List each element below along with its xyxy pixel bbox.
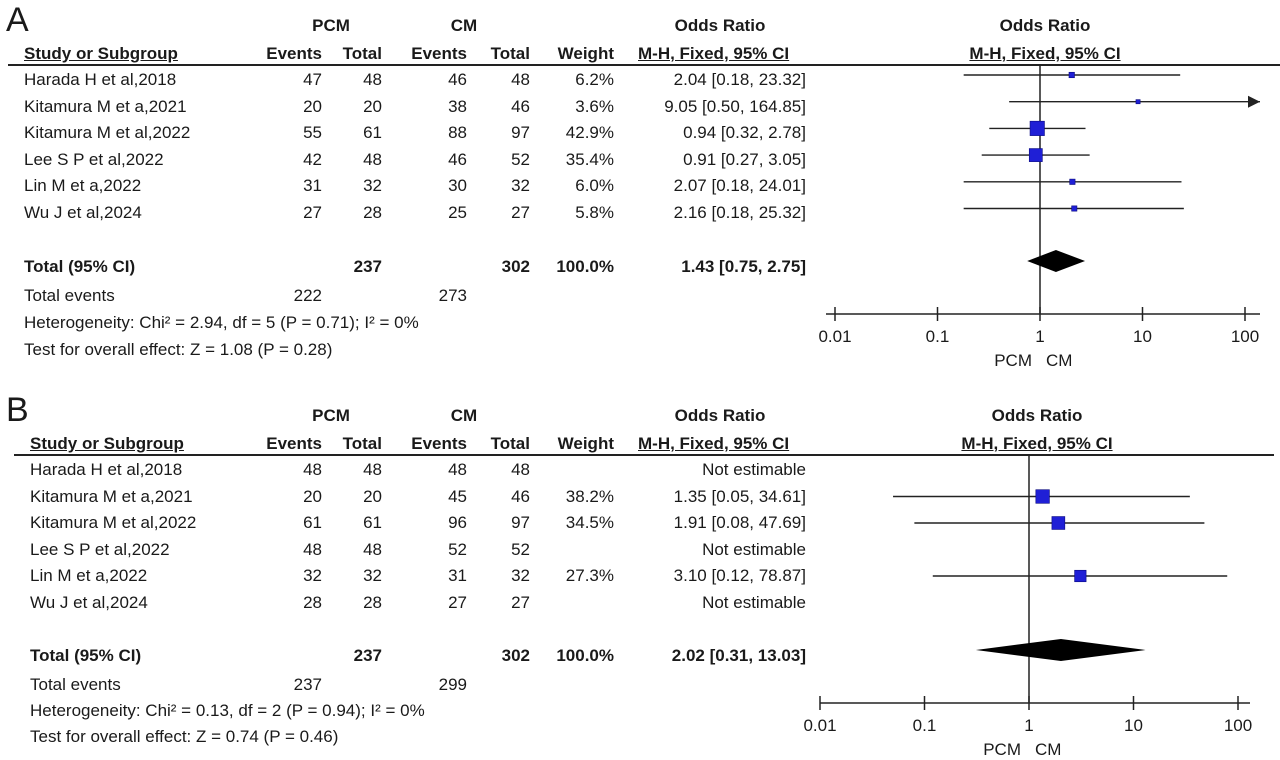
study-name: Kitamura M et a,2021	[30, 486, 193, 506]
study-ci: 1.35 [0.05, 34.61]	[673, 486, 806, 506]
study-marker	[1069, 72, 1074, 77]
table-row	[0, 66, 810, 93]
study-weight: 5.8%	[575, 202, 614, 222]
pcm-events: 27	[303, 202, 322, 222]
total-events-cm: 299	[438, 675, 467, 694]
pcm-events: 28	[303, 592, 322, 612]
panel-label: A	[6, 1, 29, 39]
pcm-total: 20	[363, 96, 382, 116]
x-tick-label: 0.1	[925, 327, 950, 346]
cm-total: 48	[511, 460, 530, 479]
table-row	[0, 119, 810, 146]
col-cm-events: Events	[411, 44, 467, 63]
study-ci: 9.05 [0.50, 164.85]	[664, 96, 806, 116]
study-weight: 6.0%	[575, 176, 614, 195]
pcm-events: 31	[303, 176, 322, 195]
col-weight: Weight	[557, 434, 614, 453]
table-row	[0, 146, 810, 173]
total-weight: 100.0%	[556, 257, 614, 276]
cm-total: 46	[511, 486, 530, 506]
col-cm-events: Events	[411, 434, 467, 453]
cm-events: 48	[448, 460, 467, 479]
pcm-total: 48	[363, 149, 382, 169]
study-name: Kitamura M et al,2022	[24, 123, 191, 142]
col-study: Study or Subgroup	[30, 434, 184, 453]
study-ci: 3.10 [0.12, 78.87]	[673, 566, 806, 585]
cm-total: 27	[511, 592, 530, 612]
study-name: Wu J et al,2024	[24, 202, 142, 222]
cm-total: 48	[511, 70, 530, 89]
col-cm-total: Total	[490, 434, 530, 453]
study-weight: 38.2%	[565, 486, 614, 506]
study-name: Harada H et al,2018	[24, 70, 177, 89]
col-plot-ci: M-H, Fixed, 95% CI	[969, 44, 1121, 63]
col-plot-ci: M-H, Fixed, 95% CI	[961, 434, 1113, 453]
total-events-label: Total events	[24, 286, 115, 305]
study-weight: 27.3%	[565, 566, 614, 585]
favours-left-label: PCM	[983, 740, 1021, 759]
pcm-total: 48	[363, 460, 382, 479]
cm-events: 25	[448, 202, 467, 222]
study-marker	[1070, 179, 1075, 184]
cm-total: 52	[511, 149, 530, 169]
cm-events: 88	[448, 123, 467, 142]
pcm-events: 48	[303, 539, 322, 559]
cm-events: 38	[448, 96, 467, 116]
cm-events: 46	[448, 70, 467, 89]
col-cm-total: Total	[490, 44, 530, 63]
cm-events: 27	[448, 592, 467, 612]
pcm-events: 47	[303, 70, 322, 89]
pcm-events: 20	[303, 486, 322, 506]
or-column-header: Odds Ratio	[674, 406, 766, 425]
col-pcm-total: Total	[342, 44, 382, 63]
pcm-total: 28	[363, 592, 382, 612]
study-name: Lin M et a,2022	[24, 176, 142, 195]
table-row	[0, 456, 810, 483]
study-ci: 1.91 [0.08, 47.69]	[673, 513, 806, 532]
study-ci: 0.91 [0.27, 3.05]	[683, 149, 806, 169]
cm-events: 45	[448, 486, 467, 506]
or-plot-header: Odds Ratio	[991, 406, 1083, 425]
cm-events: 96	[448, 513, 467, 532]
col-pcm-total: Total	[342, 434, 382, 453]
forest-panel-b	[0, 390, 1280, 760]
col-ci: M-H, Fixed, 95% CI	[638, 434, 790, 453]
forest-plot-a	[810, 0, 1280, 380]
overall-effect: Test for overall effect: Z = 0.74 (P = 0.46)	[30, 727, 339, 746]
group-header-pcm: PCM	[312, 406, 350, 425]
group-header-pcm: PCM	[312, 16, 350, 35]
x-tick-label: 1	[1035, 327, 1045, 346]
x-tick-label: 100	[1230, 327, 1260, 346]
study-weight: 6.2%	[575, 70, 614, 89]
cm-total: 52	[511, 539, 530, 559]
total-events-pcm: 222	[293, 286, 322, 305]
heterogeneity: Heterogeneity: Chi² = 0.13, df = 2 (P = 0.94); I² = 0%	[30, 701, 425, 720]
study-name: Kitamura M et al,2022	[30, 513, 197, 532]
study-ci: Not estimable	[702, 539, 806, 559]
col-ci: M-H, Fixed, 95% CI	[638, 44, 790, 63]
pcm-events: 32	[303, 566, 322, 585]
pcm-total: 61	[363, 123, 382, 142]
study-weight: 35.4%	[565, 149, 614, 169]
cm-total: 32	[511, 566, 530, 585]
table-row	[0, 199, 810, 226]
cm-total: 97	[511, 123, 530, 142]
pcm-events: 48	[303, 460, 322, 479]
table-row	[0, 509, 810, 536]
study-marker	[1052, 517, 1065, 530]
favours-right-label: CM	[1035, 740, 1062, 759]
x-tick-label: 10	[1124, 716, 1143, 735]
pcm-events: 55	[303, 123, 322, 142]
total-pcm: 237	[353, 257, 382, 276]
cm-total: 97	[511, 513, 530, 532]
x-tick-label: 100	[1223, 716, 1253, 735]
study-table	[0, 66, 810, 236]
total-label: Total (95% CI)	[24, 257, 136, 276]
study-marker	[1072, 206, 1077, 211]
study-name: Wu J et al,2024	[30, 592, 148, 612]
study-marker	[1075, 570, 1086, 581]
study-name: Lee S P et al,2022	[30, 539, 170, 559]
pcm-total: 32	[363, 176, 382, 195]
x-tick-label: 10	[1133, 327, 1152, 346]
ci-arrow	[1248, 96, 1260, 108]
pcm-total: 32	[363, 566, 382, 585]
study-table	[0, 456, 810, 626]
cm-events: 31	[448, 566, 467, 585]
table-row	[0, 483, 810, 510]
table-row	[0, 93, 810, 120]
study-ci: 2.07 [0.18, 24.01]	[673, 176, 806, 195]
study-weight: 34.5%	[565, 513, 614, 532]
table-row	[0, 172, 810, 199]
total-diamond	[976, 639, 1146, 661]
study-marker	[1036, 490, 1050, 504]
study-ci: 0.94 [0.32, 2.78]	[683, 123, 806, 142]
pcm-events: 61	[303, 513, 322, 532]
heterogeneity: Heterogeneity: Chi² = 2.94, df = 5 (P = 0.71); I² = 0%	[24, 313, 419, 332]
pcm-total: 61	[363, 513, 382, 532]
total-ci: 2.02 [0.31, 13.03]	[671, 646, 806, 665]
total-pcm: 237	[353, 646, 382, 665]
pcm-events: 42	[303, 149, 322, 169]
panel-label: B	[6, 391, 29, 429]
group-header-cm: CM	[450, 16, 478, 35]
total-events-cm: 273	[438, 286, 467, 305]
x-tick-label: 0.01	[803, 716, 837, 735]
cm-events: 30	[448, 176, 467, 195]
table-row	[0, 589, 810, 616]
study-name: Lin M et a,2022	[30, 566, 148, 585]
pcm-total: 20	[363, 486, 382, 506]
x-tick-label: 0.01	[818, 327, 852, 346]
cm-total: 46	[511, 96, 530, 116]
study-marker	[1029, 149, 1042, 162]
or-column-header: Odds Ratio	[674, 16, 766, 35]
favours-left-label: PCM	[994, 351, 1032, 370]
total-diamond	[1027, 250, 1085, 272]
study-name: Kitamura M et a,2021	[24, 96, 187, 116]
favours-right-label: CM	[1046, 351, 1073, 370]
cm-total: 27	[511, 202, 530, 222]
x-tick-label: 0.1	[912, 716, 937, 735]
pcm-total: 48	[363, 539, 382, 559]
cm-events: 52	[448, 539, 467, 559]
study-ci: 2.04 [0.18, 23.32]	[673, 70, 806, 89]
total-weight: 100.0%	[556, 646, 614, 665]
total-label: Total (95% CI)	[30, 646, 142, 665]
total-ci: 1.43 [0.75, 2.75]	[681, 257, 806, 276]
col-weight: Weight	[557, 44, 614, 63]
study-weight: 42.9%	[565, 123, 614, 142]
study-marker	[1136, 100, 1140, 104]
total-events-pcm: 237	[293, 675, 322, 694]
study-name: Lee S P et al,2022	[24, 149, 164, 169]
forest-plot-b	[803, 390, 1280, 760]
col-pcm-events: Events	[266, 434, 322, 453]
study-ci: 2.16 [0.18, 25.32]	[673, 202, 806, 222]
cm-total: 32	[511, 176, 530, 195]
pcm-events: 20	[303, 96, 322, 116]
cm-events: 46	[448, 149, 467, 169]
table-row	[0, 536, 810, 563]
total-cm: 302	[501, 257, 530, 276]
or-plot-header: Odds Ratio	[999, 16, 1091, 35]
pcm-total: 48	[363, 70, 382, 89]
study-name: Harada H et al,2018	[30, 460, 183, 479]
pcm-total: 28	[363, 202, 382, 222]
total-events-label: Total events	[30, 675, 121, 694]
study-weight: 3.6%	[575, 96, 614, 116]
study-ci: Not estimable	[702, 592, 806, 612]
x-tick-label: 1	[1024, 716, 1034, 735]
group-header-cm: CM	[450, 406, 478, 425]
study-ci: Not estimable	[702, 460, 806, 479]
col-pcm-events: Events	[266, 44, 322, 63]
col-study: Study or Subgroup	[24, 44, 178, 63]
overall-effect: Test for overall effect: Z = 1.08 (P = 0.28)	[24, 340, 333, 359]
total-cm: 302	[501, 646, 530, 665]
study-marker	[1030, 121, 1044, 135]
table-row	[0, 562, 810, 589]
